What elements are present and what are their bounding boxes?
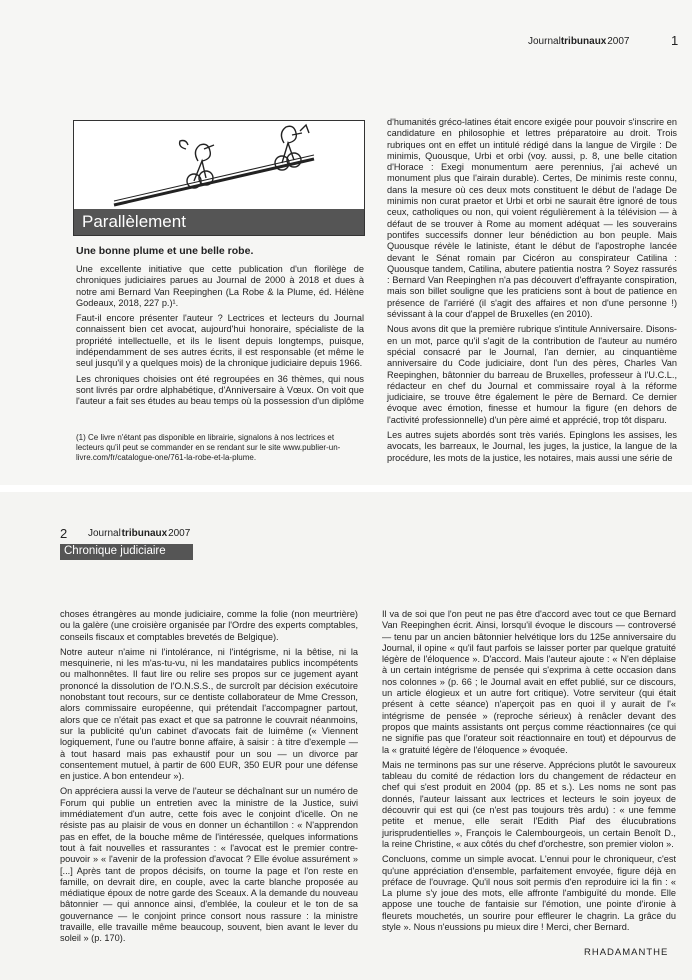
right-column <box>382 609 676 937</box>
paragraph: Les chroniques choisies ont été regroupées en 36 thèmes, qui nous sont livrés par ordre alphabétique, d'Anniversaire à Vœux. On voit que l'auteur a fait ses études au beau temps où la possession d'un diplôme <box>76 373 364 407</box>
header-year: 2007 <box>607 36 630 47</box>
paragraph: choses étrangères au monde judiciaire, comme la folie (non meurtrière) ou la galère (une croisière organisée par l'Ordre des experts comptables, conseils fiscaux et comptables brevetés de Belgique). <box>60 609 358 642</box>
page-header <box>88 528 190 539</box>
page-header <box>528 36 629 47</box>
paragraph: Il va de soi que l'on peut ne pas être d'accord avec tout ce que Bernard Van Reepinghen écrit. Ainsi, lorsqu'il évoque le discours — controversé — tenu par un ancien bâtonnier helvétique lors du 125e anniversaire du Journal, il opine « qu'il faut parfois se laisser porter par quelque gratuité légère de l'éloquence ». D'accord. Mais l'auteur ajoute : « N'en déplaise à un certain intégrisme de pensée qui s'exprima à cette occasion dans nos colonnes » (p. 66 ; le Journal avait en effet publié, sur ce discours, un article élogieux et un autre fort critique). Votre serviteur (qui était présent à cette séance) n'aperçoit pas en quoi il y aurait de l'« intégrisme de pensée » (reproche sérieux) à renâcler devant des propos que maints assistants ont perçus comme réactionnaires (ce qui ne signifie pas que l'orateur soit réactionnaire en tout) et dépourvus de la « gratuité légère de l'éloquence » évoquée. <box>382 609 676 755</box>
header-brand: tribunaux <box>560 36 607 47</box>
left-column <box>76 264 364 412</box>
left-column <box>60 609 358 949</box>
page-separator <box>0 485 692 492</box>
header-journal: Journal <box>88 528 121 539</box>
paragraph: Faut-il encore présenter l'auteur ? Lectrices et lecteurs du Journal connaissent bien cet avocat, aujourd'hui honoraire, spécialiste de la propriété intellectuelle, et ils le lisent depuis longtemps, puisque, indépendamment de ses autres écrits, il est responsable (et même le seul jusqu'il y a quelques mois) de la chronique judiciaire depuis 1966. <box>76 313 364 369</box>
paragraph: Notre auteur n'aime ni l'intolérance, ni l'intégrisme, ni la bêtise, ni la mesquinerie, ni les m'as-tu-vu, ni les mandataires publics incompétents ou malhonnêtes. Il faut lire ou relire ses propos sur ce jugement ayant prononcé la dissolution de l'O.N.S.S., de surcroît par décision exécutoire nonobstant tout recours, sur ce dentiste collaborateur de Mme Cresson, alors commissaire européenne, qui prétendait l'accompagner partout, alors que ce n'était pas exact et que sa patronne le couvrait néanmoins, sur la publicité qu'un cabinet d'avocats fait de luimême (« Viennent logiquement, l'une ou l'autre bonne affaire, à saisir : à titre d'exemple — à tout hasard mais pas exhaustif pour un sou — un divorce par consentement mutuel, à partir de 600 EUR, 350 EUR pour une défense en justice. A bon entendeur »). <box>60 646 358 782</box>
paragraph: On appréciera aussi la verve de l'auteur se déchaînant sur un numéro de Forum qui publie un entretien avec la ministre de la Justice, suivi immédiatement d'un autre, cette fois avec le conjoint d'icelle. On ne résiste pas au plaisir de vous en donner un échantillon : « N'apprendon pas en effet, de la bouche même de l'intéressée, quelques informations tout à fait nouvelles et rassurantes : « l'avocat est le premier contre-pouvoir » « l'avenir de la profession d'avocat ? Elle évolue assurément » [...] Après tant de propos décisifs, on tourne la page et l'on reste en famille, on devrait dire, en couple, avec la carte blanche proposée au médiatique époux de notre garde des Sceaux. A la demande du nouveau bâtonnier — qui annonce ainsi, d'emblée, la couleur et le ton de sa gouvernance — le conjoint prince consort nous rassure : la ministre travaille, elle travaille même beaucoup, souvent, bien avant le lever du soleil » (p. 170). <box>60 786 358 944</box>
section-banner <box>60 544 193 560</box>
paragraph: Concluons, comme un simple avocat. L'ennui pour le chroniqueur, c'est qu'une appréciation d'ensemble, parfaitement envoyée, figure déjà en préface de l'ouvrage. Qu'il nous soit permis d'en reproduire ici la fin : « La plume s'y joue des mots, elle affronte l'ambiguïté du monde. Elle appose une touche de fantaisie sur l'émotion, une pointe d'ironie à fleurets mouchetés, un sourire pour effleurer le chagrin. La grâce du style ». Nous n'eussions pu mieux dire ! Merci, cher Bernard. <box>382 854 676 933</box>
header-brand: tribunaux <box>121 528 168 539</box>
article-subtitle: Une bonne plume et une belle robe. <box>76 245 254 257</box>
header-year: 2007 <box>168 528 191 539</box>
paragraph: d'humanités gréco-latines était encore exigée pour pouvoir s'inscrire en candidature en philosophie et lettres préparatoire au droit. Trois rubriques ont en effet un intitulé rédigé dans la langue de Virgile : De minimis, Quousque, Urbi et orbi (voy. aussi, p. 8, une belle citation d'Horace : Exegi monumentum aere perennius, j'ai achevé un monument plus que l'airain durable). Certes, De minimis reste connu, dans la mesure où ces deux mots constituent le début de l'adage De minimis non curat praetor et Urbi et orbi ne saurait être ignoré de tous ceux, catholiques ou non, qui voient régulièrement à la télévision — à défaut de se trouver à Rome au moment adéquat — les souverains pontifes successifs donner leur bénédiction au bon peuple. Mais Quousque révèle le latiniste, étant le début de l'apostrophe lancée devant le Sénat romain par Cicéron au conspirateur Catilina : Quousque tandem, Catilina, abutere patientia nostra ? Soyez rassurés : Bernard Van Reepinghen n'a pas découvert d'effrayante conspiration, mais son billet souligne que les praticiens sont à bout de patience en présence de l'arriéré (il s'agit des affaires et non d'une personne !) sévissant à la cour d'appel de Bruxelles (en 2010). <box>387 117 677 320</box>
page-number: 1 <box>671 33 679 48</box>
paragraph: Une excellente initiative que cette publication d'un florilège de chroniques judiciaires parues au Journal de 2000 à 2018 et dues à notre ami Bernard Van Reepinghen (La Robe & la Plume, éd. Hélène Godeaux, 2018, 227 p.)¹. <box>76 264 364 308</box>
banner-title: Chronique judiciaire <box>64 545 166 557</box>
page-number: 2 <box>60 526 68 541</box>
paragraph: Nous avons dit que la première rubrique s'intitule Anniversaire. Disons-en un mot, parce qu'il s'agit de la contribution de l'auteur au numéro spécial consacré par le Journal, l'an dernier, au cinquantième anniversaire du Code judiciaire, dont l'un des pères, Charles Van Reepinghen, bâtonnier du barreau de Bruxelles, professeur à l'U.C.L., rédacteur en chef du Journal et commissaire royal à la réforme judiciaire, se trouve être également le père de Bernard. Ce dernier évoque avec émotion, finesse et humour la figure (en dehors de l'activité professionnelle) d'un père aimé et apprécié, trop tôt disparu. <box>387 324 677 425</box>
journal-page-1 <box>0 0 692 485</box>
section-banner <box>74 209 364 235</box>
paragraph: Les autres sujets abordés sont très variés. Epinglons les assises, les avocats, les barreaux, le Journal, les juges, la justice, la langue de la procédure, les mots de la justice, les notaires, mais aussi une série de <box>387 430 677 463</box>
illustration-box <box>73 120 365 236</box>
header-journal: Journal <box>528 36 561 47</box>
signature: RHADAMANTHE <box>584 947 669 958</box>
footnote: (1) Ce livre n'étant pas disponible en librairie, signalons à nos lectrices et lecteurs qu'il peut se commander en se rendant sur le site www.publier-un-livre.com/fr/catalogue-one/761-la-robe-et-la-plume. <box>76 433 341 462</box>
two-cyclists-cartoon-icon <box>74 121 364 209</box>
journal-page-2 <box>0 492 692 980</box>
paragraph: Mais ne terminons pas sur une réserve. Apprécions plutôt le savoureux tableau du comité de rédaction lors du changement de rédacteur en chef qui s'est produit en 2004 (pp. 85 et s.). Les noms ne sont pas donnés, l'auteur laissant aux lectrices et lecteurs le soin joyeux de découvrir qui est qui (ce n'est pas toujours très ardu) : « une femme petite et menue, elle serait l'Edith Piaf des élucubrations jurisprudentielles », François le Calembourgeois, un certain Benoît D., la reine Christine, « aux côtés du chef d'orchestre, son premier violon ». <box>382 759 676 849</box>
banner-title: Parallèlement <box>82 212 186 231</box>
right-column <box>387 117 677 468</box>
